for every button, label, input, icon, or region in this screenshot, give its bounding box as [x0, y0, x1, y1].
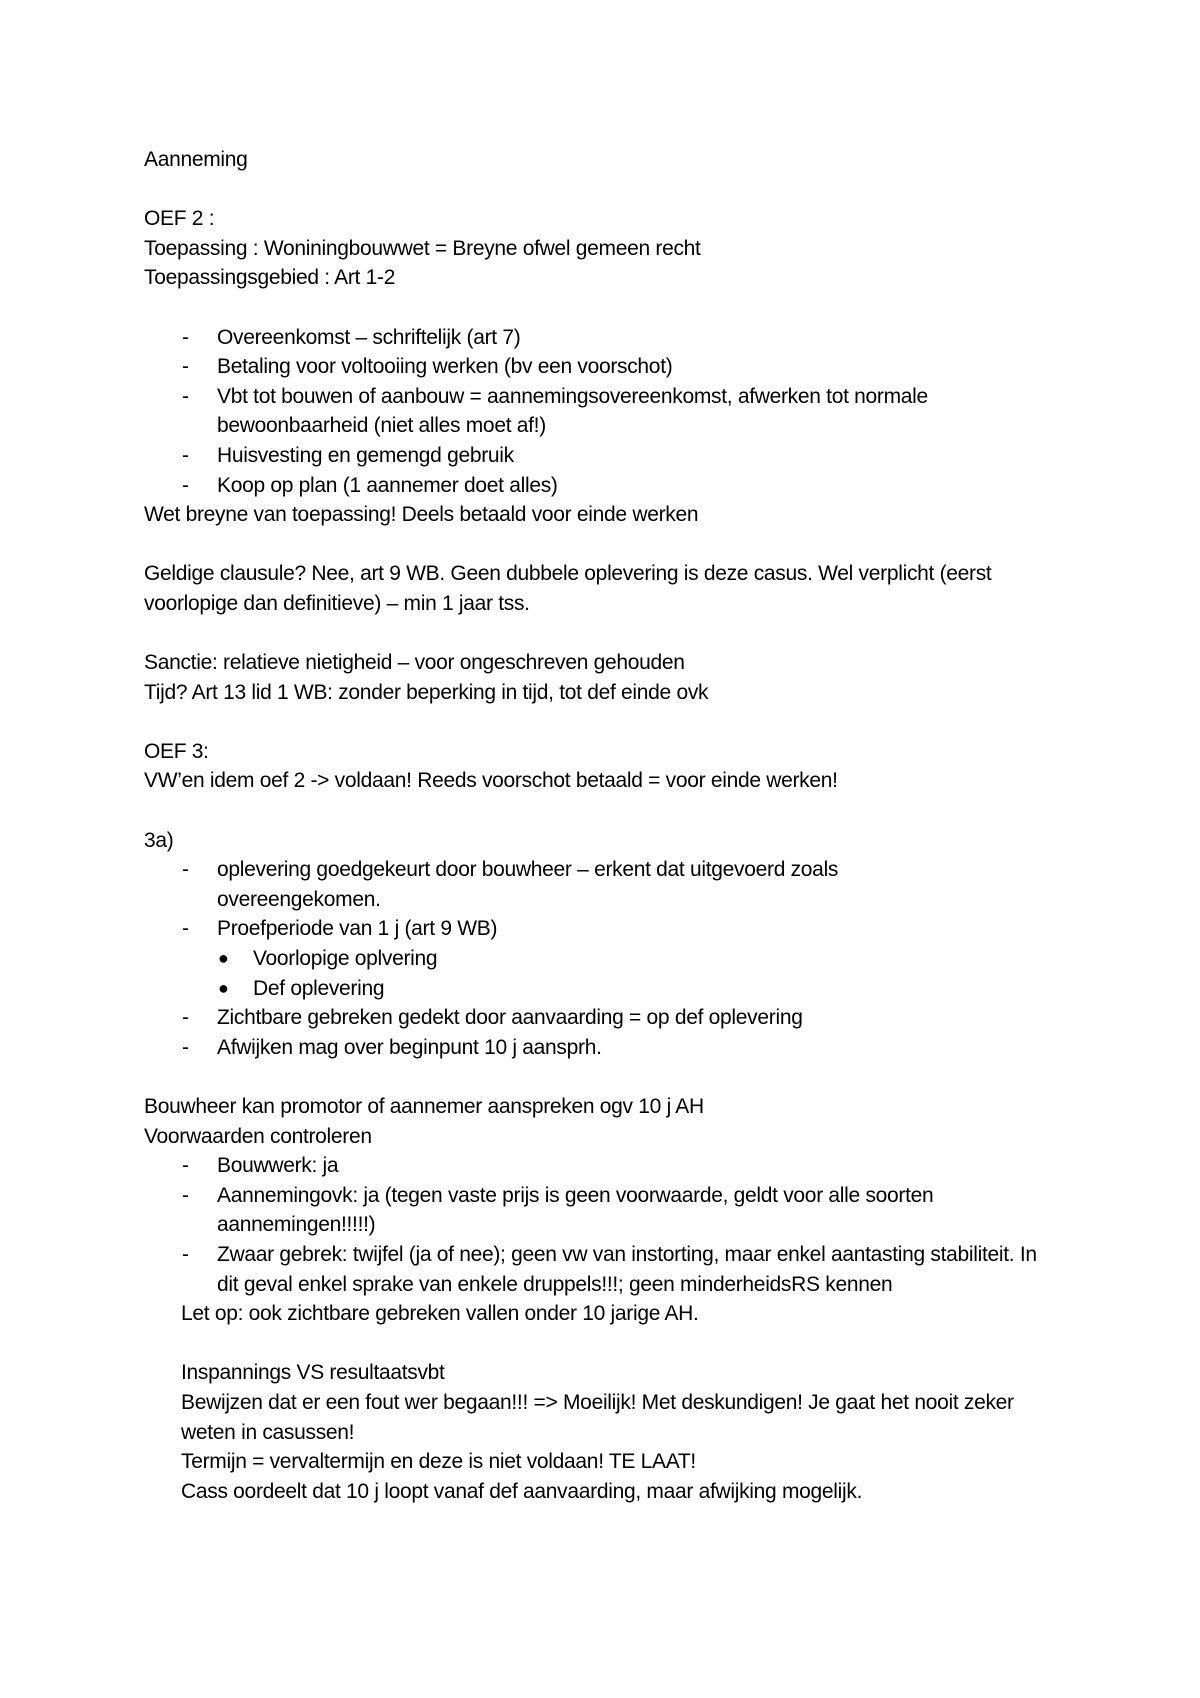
oef2-list-item [144, 441, 1074, 471]
oef2-heading: OEF 2 : [144, 207, 215, 231]
oef2-toepassingsgebied: Toepassingsgebied : Art 1-2 [144, 266, 396, 290]
oef3-line: VW’en idem oef 2 -> voldaan! Reeds voorschot betaald = voor einde werken! [144, 769, 838, 793]
list-item-text: Koop op plan (1 aannemer doet alles) [217, 473, 558, 497]
spacer [144, 619, 1074, 649]
dash-marker: - [182, 443, 189, 467]
spacer [144, 707, 1074, 737]
condition-text: Aannemingovk: ja (tegen vaste prijs is geen voorwaarde, geldt voor alle soorten aannemingen!!!!!) [217, 1183, 934, 1237]
condition-item [144, 1240, 1047, 1299]
document-title: Aanneming [144, 148, 248, 171]
spacer [144, 175, 1074, 205]
dash-marker: - [182, 1154, 189, 1178]
dash-marker: - [182, 384, 189, 408]
inspanning-heading: Inspannings VS resultaatsvbt [181, 1361, 445, 1385]
dash-marker: - [182, 1006, 189, 1030]
dash-marker: - [182, 917, 189, 941]
dash-marker: - [182, 858, 189, 882]
oef2-list-item [144, 323, 1074, 353]
list-item-text: Betaling voor voltooiing werken (bv een voorschot) [217, 355, 673, 379]
oef3-list-item [144, 855, 977, 914]
spacer [144, 1062, 1074, 1092]
list-item-text: Overeenkomst – schriftelijk (art 7) [217, 325, 521, 349]
cass-note: Cass oordeelt dat 10 j loopt vanaf def aanvaarding, maar afwijking mogelijk. [181, 1479, 863, 1503]
list-item-text: Afwijken mag over beginpunt 10 j aansprh. [217, 1035, 602, 1059]
oef3-bouwheer: Bouwheer kan promotor of aannemer aanspreken ogv 10 j AH [144, 1095, 704, 1118]
oef3-subheading: 3a) [144, 828, 174, 852]
list-item-text: Proefperiode van 1 j (art 9 WB) [217, 917, 498, 941]
condition-item [144, 1181, 1067, 1240]
oef2-time: Tijd? Art 13 lid 1 WB: zonder beperking in tijd, tot def einde ovk [144, 680, 709, 704]
oef2-conclusion: Wet breyne van toepassing! Deels betaald voor einde werken [144, 503, 699, 527]
oef3-voorwaarden: Voorwaarden controleren [144, 1124, 372, 1148]
condition-text: Bouwwerk: ja [217, 1154, 339, 1178]
oef2-list-item [144, 382, 1017, 441]
spacer [144, 530, 1074, 560]
oef2-list-item [144, 471, 1074, 501]
oef3-heading: OEF 3: [144, 739, 209, 763]
list-item-text: Zichtbare gebreken gedekt door aanvaarding = op def oplevering [217, 1006, 803, 1030]
dash-marker: - [182, 1035, 189, 1059]
dash-marker: - [182, 1183, 189, 1207]
spacer [144, 796, 1074, 826]
dash-marker: - [182, 355, 189, 379]
condition-item [144, 1151, 1074, 1181]
oef3-list-item [144, 1003, 1074, 1033]
bullet-item-text: Def oplevering [253, 976, 385, 1000]
oef3-bullet-item [144, 974, 1074, 1004]
list-item-text: oplevering goedgekeurt door bouwheer – erkent dat uitgevoerd zoals overeengekomen. [217, 858, 839, 911]
termijn-note: Termijn = vervaltermijn en deze is niet voldaan! TE LAAT! [181, 1450, 696, 1474]
document-body [144, 145, 1074, 1506]
dash-marker: - [182, 325, 189, 349]
spacer [144, 1329, 1074, 1359]
bewijzen-note: Bewijzen dat er een fout wer begaan!!! => Moeilijk! Met deskundigen! Je gaat het nooit zeker weten in casussen! [181, 1390, 1014, 1444]
condition-text: Zwaar gebrek: twijfel (ja of nee); geen vw van instorting, maar enkel aantasting stabiliteit. In dit geval enkel sprake van enkele druppels!!!; geen minderheidsRS kennen [217, 1242, 1037, 1296]
oef2-clause: Geldige clausule? Nee, art 9 WB. Geen dubbele oplevering is deze casus. Wel verplicht (eerst voorlopige dan definitieve) – min 1 jaar tss. [144, 562, 992, 615]
list-item-text: Vbt tot bouwen of aanbouw = aannemingsovereenkomst, afwerken tot normale bewoonbaarheid (niet alles moet af!) [217, 384, 928, 438]
list-item-text: Huisvesting en gemengd gebruik [217, 443, 514, 467]
bullet-marker: ● [218, 948, 229, 969]
oef3-list-item [144, 1033, 1074, 1063]
oef2-list-item [144, 352, 1074, 382]
bullet-marker: ● [218, 977, 229, 998]
oef2-sanction: Sanctie: relatieve nietigheid – voor ongeschreven gehouden [144, 651, 685, 675]
bullet-item-text: Voorlopige oplvering [253, 947, 438, 971]
spacer [144, 293, 1074, 323]
oef2-toepassing: Toepassing : Woniningbouwwet = Breyne ofwel gemeen recht [144, 236, 701, 260]
oef3-list-item [144, 914, 1074, 944]
let-op-note: Let op: ook zichtbare gebreken vallen onder 10 jarige AH. [181, 1302, 699, 1326]
dash-marker: - [182, 1242, 189, 1266]
dash-marker: - [182, 473, 189, 497]
oef3-bullet-item [144, 944, 1074, 974]
